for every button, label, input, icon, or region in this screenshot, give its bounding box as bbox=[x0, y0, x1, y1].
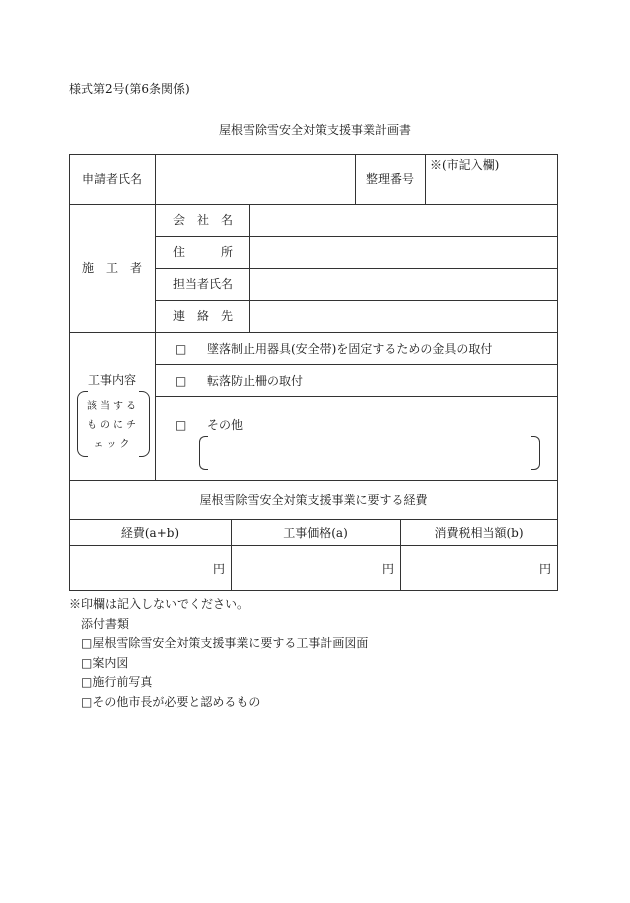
other-paren-close bbox=[531, 436, 540, 470]
company-name-label: 会 社 名 bbox=[173, 213, 234, 227]
rule-bottom bbox=[69, 590, 558, 591]
option-anchor-checkbox[interactable]: □ bbox=[175, 342, 187, 356]
note-bracket-close bbox=[139, 391, 150, 457]
cost-section-title: 屋根雪除雪安全対策支援事業に要する経費 bbox=[199, 493, 428, 507]
city-use-note: ※(市記入欄) bbox=[430, 158, 500, 172]
application-form bbox=[69, 154, 558, 591]
attachments-label: 添付書類 bbox=[81, 616, 130, 631]
contractor-label: 施 工 者 bbox=[81, 261, 142, 275]
rule-applicant-bottom bbox=[69, 204, 558, 205]
option-anchor-label: 墜落制止用器具(安全帯)を固定するための金具の取付 bbox=[207, 342, 493, 356]
cost-tax-unit: 円 bbox=[538, 562, 551, 576]
form-notes bbox=[69, 595, 368, 713]
attachment-item: □案内図 bbox=[81, 655, 129, 670]
rule-address-bottom bbox=[155, 268, 558, 269]
reference-number-label: 整理番号 bbox=[365, 172, 414, 186]
contact-label: 連 絡 先 bbox=[173, 309, 234, 323]
attachment-item: □施行前写真 bbox=[81, 675, 153, 690]
rule-cost-header-bottom bbox=[69, 545, 558, 546]
option-other-checkbox[interactable]: □ bbox=[175, 418, 187, 432]
cost-header-price: 工事価格(a) bbox=[283, 526, 348, 540]
rule-cost-title-bottom bbox=[69, 519, 558, 520]
address-label: 住 所 bbox=[173, 245, 234, 259]
cost-total-unit: 円 bbox=[212, 562, 225, 576]
rule-option2-bottom bbox=[155, 396, 558, 397]
cost-header-tax: 消費税相当額(b) bbox=[434, 526, 524, 540]
other-paren-open bbox=[199, 436, 208, 470]
document-title: 屋根雪除雪安全対策支援事業計画書 bbox=[218, 123, 411, 137]
rule-ref-right bbox=[425, 154, 426, 204]
rule-option1-bottom bbox=[155, 364, 558, 365]
rule-label-column bbox=[155, 154, 156, 480]
applicant-label: 申請者氏名 bbox=[81, 172, 142, 186]
rule-person-bottom bbox=[155, 300, 558, 301]
attachment-item: □屋根雪除雪安全対策支援事業に要する工事計画図面 bbox=[81, 636, 369, 651]
option-other-label: その他 bbox=[207, 418, 244, 432]
rule-field-label-column bbox=[249, 204, 250, 332]
person-in-charge-label: 担当者氏名 bbox=[173, 277, 234, 291]
seal-column-note: ※印欄は記入しないでください。 bbox=[69, 597, 250, 611]
cost-header-total: 経費(a+b) bbox=[120, 526, 180, 540]
option-guardrail-checkbox[interactable]: □ bbox=[175, 374, 187, 388]
rule-top bbox=[69, 154, 558, 155]
cost-price-unit: 円 bbox=[381, 562, 394, 576]
work-content-label: 工事内容 bbox=[87, 373, 136, 387]
option-guardrail-label: 転落防止柵の取付 bbox=[207, 374, 304, 388]
check-instruction-note: 該当するものにチェック bbox=[87, 401, 139, 450]
attachment-item: □その他市長が必要と認めるもの bbox=[81, 694, 261, 709]
rule-company-bottom bbox=[155, 236, 558, 237]
rule-contractor-bottom bbox=[69, 332, 558, 333]
form-number: 様式第2号(第6条関係) bbox=[69, 82, 190, 96]
rule-work-bottom bbox=[69, 480, 558, 481]
